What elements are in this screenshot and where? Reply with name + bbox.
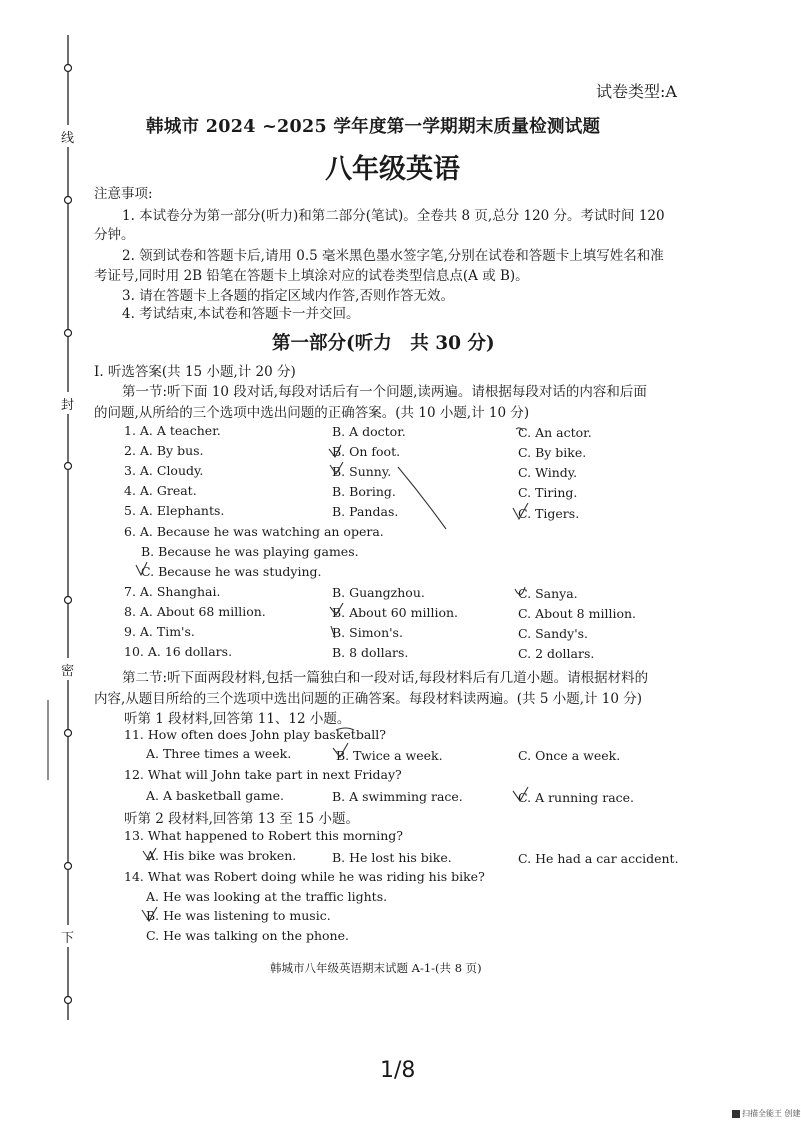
pen-mark: [515, 587, 525, 595]
q6-option-a: 6. A. Because he was watching an opera.: [124, 524, 384, 539]
scanner-watermark: [732, 1108, 801, 1119]
q11-stem: 11. How often does John play basketball?: [124, 727, 386, 742]
material2-intro: 听第 2 段材料,回答第 13 至 15 小题。: [124, 811, 359, 827]
pen-mark: [331, 626, 335, 638]
q11-option-a: A. Three times a week.: [146, 746, 292, 761]
q13-option-c: C. He had a car accident.: [518, 851, 679, 866]
q12-stem: 12. What will John take part in next Friday?: [124, 767, 402, 782]
q5-option-c: C. Tigers.: [518, 506, 580, 521]
pen-mark: [513, 503, 528, 519]
q7-option-a: 7. A. Shanghai.: [124, 584, 221, 599]
notes-line: 分钟。: [94, 227, 135, 243]
q3-option-a: 3. A. Cloudy.: [124, 463, 204, 478]
pen-mark: [136, 562, 147, 575]
section-title: Ⅰ. 听选答案(共 15 小题,计 20 分): [94, 364, 296, 380]
pen-mark: [333, 743, 348, 757]
q3-option-c: C. Windy.: [518, 465, 578, 480]
page-footer-label: 韩城市八年级英语期末试题 A-1-(共 8 页): [270, 961, 482, 975]
q13-stem: 13. What happened to Robert this morning?: [124, 828, 403, 843]
q11-option-b: B. Twice a week.: [336, 748, 443, 763]
notes-line: 3. 请在答题卡上各题的指定区域内作答,否则作答无效。: [122, 288, 454, 304]
part1-heading: 第一部分(听力 共 30 分): [272, 333, 495, 354]
q6-option-b: B. Because he was playing games.: [141, 544, 359, 559]
q2-option-c: C. By bike.: [518, 445, 587, 460]
q12-option-a: A. A basketball game.: [146, 788, 284, 803]
pen-stroke: [398, 467, 446, 529]
binding-word-secret: 密: [61, 664, 75, 679]
exam-title: 韩城市 2024 ~2025 学年度第一学期期末质量检测试题: [146, 117, 601, 137]
q9-option-a: 9. A. Tim's.: [124, 624, 195, 639]
material1-intro: 听第 1 段材料,回答第 11、12 小题。: [124, 711, 351, 727]
section1-instruction: 第一节:听下面 10 段对话,每段对话后有一个问题,读两遍。请根据每段对话的内容和后面: [122, 384, 647, 400]
q1-option-a: 1. A. A teacher.: [124, 423, 221, 438]
q2-option-a: 2. A. By bus.: [124, 443, 204, 458]
q8-option-c: C. About 8 million.: [518, 606, 636, 621]
notes-line: 1. 本试卷分为第一部分(听力)和第二部分(笔试)。全卷共 8 页,总分 120 分。考试时间 120: [122, 208, 665, 224]
section1-instruction: 的问题,从所给的三个选项中选出问题的正确答案。(共 10 小题,计 10 分): [94, 405, 530, 421]
q12-option-c: C. A running race.: [518, 790, 635, 805]
pen-mark: [336, 728, 354, 730]
q9-option-c: C. Sandy's.: [518, 626, 589, 641]
q14-stem: 14. What was Robert doing while he was riding his bike?: [124, 869, 485, 884]
binding-word-seal: 封: [61, 398, 75, 413]
q10-option-c: C. 2 dollars.: [518, 646, 595, 661]
q11-option-c: C. Once a week.: [518, 748, 621, 763]
pen-mark: [330, 462, 343, 474]
q10-option-b: B. 8 dollars.: [332, 645, 409, 660]
q4-option-b: B. Boring.: [332, 484, 396, 499]
pen-mark: [329, 445, 341, 457]
q13-option-a: A. His bike was broken.: [146, 848, 297, 863]
q2-option-b: B. On foot.: [332, 444, 401, 459]
q14-option-c: C. He was talking on the phone.: [146, 928, 349, 943]
q3-option-b: B. Sunny.: [332, 464, 392, 479]
q13-option-b: B. He lost his bike.: [332, 850, 452, 865]
q8-option-b: B. About 60 million.: [332, 605, 459, 620]
notes-line: 4. 考试结束,本试卷和答题卡一并交回。: [122, 306, 360, 322]
q10-option-a: 10. A. 16 dollars.: [124, 644, 233, 659]
page-counter: 1/8: [380, 1058, 416, 1083]
q14-option-a: A. He was looking at the traffic lights.: [146, 889, 388, 904]
pen-mark: [513, 787, 528, 801]
subject-title: 八年级英语: [325, 154, 460, 185]
pen-mark: [143, 848, 156, 860]
paper-type: 试卷类型:A: [596, 82, 677, 101]
q1-option-b: B. A doctor.: [332, 424, 406, 439]
notes-line: 考证号,同时用 2B 铅笔在答题卡上填涂对应的试卷类型信息点(A 或 B)。: [94, 268, 529, 284]
q5-option-a: 5. A. Elephants.: [124, 503, 225, 518]
q14-option-b: B. He was listening to music.: [146, 908, 331, 923]
q8-option-a: 8. A. About 68 million.: [124, 604, 266, 619]
q1-option-c: C. An actor.: [518, 425, 592, 440]
pen-mark: [516, 428, 523, 431]
binding-word-below: 下: [61, 931, 75, 946]
q7-option-c: C. Sanya.: [518, 586, 578, 601]
section2-instruction: 内容,从题目所给的三个选项中选出问题的正确答案。每段材料读两遍。(共 5 小题,计 10 分): [94, 691, 643, 707]
notes-line: 2. 领到试卷和答题卡后,请用 0.5 毫米黑色墨水签字笔,分别在试卷和答题卡上填写姓名和准: [122, 248, 664, 264]
notes-heading: 注意事项:: [94, 186, 153, 202]
q7-option-b: B. Guangzhou.: [332, 585, 425, 600]
section2-instruction: 第二节:听下面两段材料,包括一篇独白和一段对话,每段材料后有几道小题。请根据材料的: [122, 670, 649, 686]
scanner-text: 扫描全能王 创建: [742, 1109, 801, 1118]
q5-option-b: B. Pandas.: [332, 504, 399, 519]
q12-option-b: B. A swimming race.: [332, 789, 463, 804]
q4-option-c: C. Tiring.: [518, 485, 578, 500]
pen-mark: [330, 603, 343, 615]
scanner-logo-icon: [732, 1110, 740, 1118]
q4-option-a: 4. A. Great.: [124, 483, 197, 498]
q9-option-b: B. Simon's.: [332, 625, 403, 640]
q6-option-c: C. Because he was studying.: [141, 564, 322, 579]
pen-mark: [142, 907, 157, 921]
binding-word-line: 线: [61, 131, 75, 146]
